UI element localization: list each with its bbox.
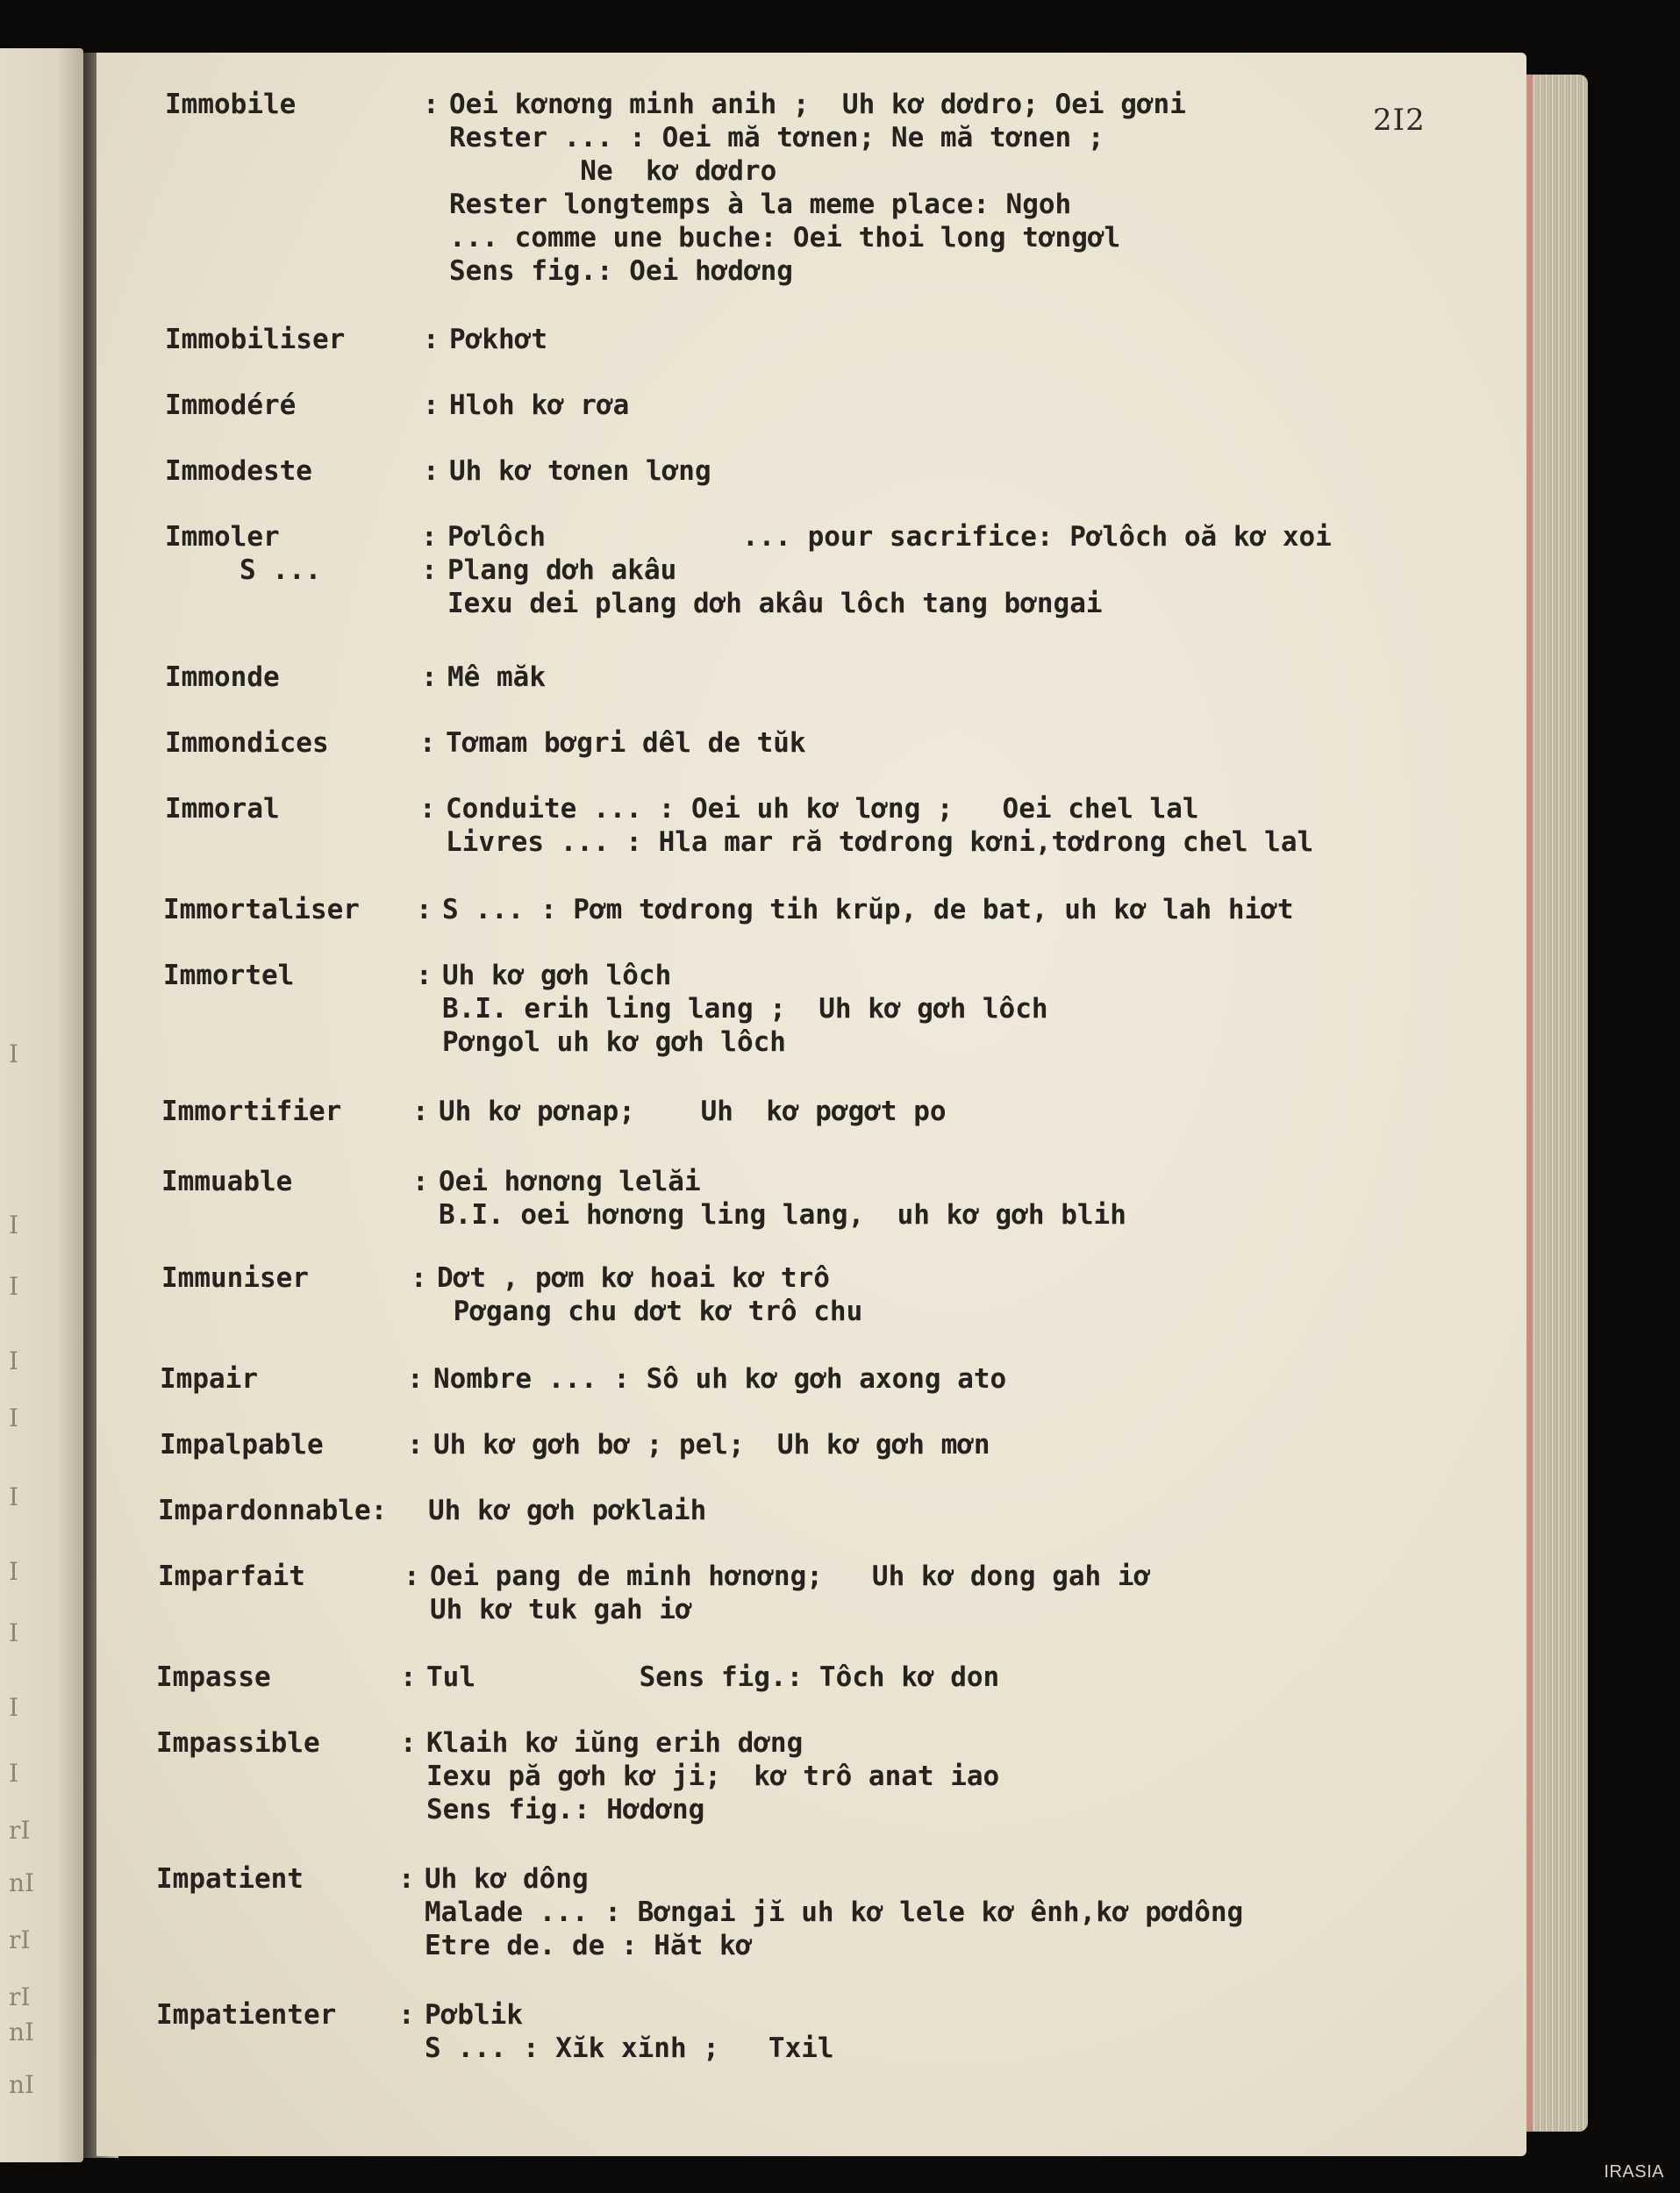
entry-colon: : xyxy=(416,960,433,991)
entry-colon: : xyxy=(423,324,440,355)
entry-colon: : xyxy=(423,455,440,487)
entry-headword: Impatienter xyxy=(156,1999,337,2031)
definition-line: Pơblik xyxy=(425,1999,523,2031)
entry-headword: Immoler xyxy=(165,521,280,553)
entry-headword: Immonde xyxy=(165,661,280,693)
entry-colon: : xyxy=(400,1727,417,1759)
definition-line: Plang dơh akâu xyxy=(447,554,677,586)
definition-line: B.I. oei hơnơng ling lang, uh kơ gơh blih xyxy=(439,1199,1126,1231)
entry-headword: Immortel xyxy=(163,960,295,991)
entry-definition xyxy=(449,389,629,422)
definition-line: Mê măk xyxy=(447,661,546,693)
definition-line: Sens fig.: Hơdơng xyxy=(426,1794,705,1825)
definition-line: S ... : Xĭk xĭnh ; Txil xyxy=(425,2032,834,2064)
entry-headword: Imparfait xyxy=(158,1561,305,1592)
entry-headword: Immobiliser xyxy=(165,324,346,355)
entry-definition xyxy=(428,1494,706,1527)
definition-line: Pơkhơt xyxy=(449,324,547,355)
entry-definition xyxy=(449,454,711,488)
left-page-mark: nI xyxy=(9,1868,35,1897)
entry-colon: : xyxy=(421,661,438,693)
definition-line: Pơlôch ... pour sacrifice: Pơlôch oă kơ xoi xyxy=(447,521,1332,553)
definition-line: Pơgang chu dơt kơ trô chu xyxy=(437,1296,863,1327)
definition-line: Malade ... : Bơngai jĭ uh kơ lele kơ ênh,kơ pơdông xyxy=(425,1897,1244,1928)
definition-line: Etre de. de : Hăt kơ xyxy=(425,1930,753,1961)
entry-definition xyxy=(447,661,546,694)
definition-line: Hloh kơ rơa xyxy=(449,389,630,421)
entry-colon: : xyxy=(404,1561,420,1592)
definition-line: Tơmam bơgri dêl de tŭk xyxy=(446,727,806,759)
page-number: 2I2 xyxy=(1373,103,1426,138)
definition-line: B.I. erih ling lang ; Uh kơ gơh lôch xyxy=(442,993,1048,1025)
entry-colon: : xyxy=(419,793,436,825)
left-page-mark: rI xyxy=(9,1982,31,2011)
definition-line: Tul Sens fig.: Tôch kơ don xyxy=(426,1661,1000,1693)
dictionary-page xyxy=(97,53,1526,2156)
left-page-mark: rI xyxy=(9,1816,31,1845)
definition-line: Oei hơnơng lelăi xyxy=(439,1166,701,1197)
entry-headword: Impatient xyxy=(156,1863,304,1895)
entry-colon: : xyxy=(407,1363,424,1395)
entry-definition xyxy=(433,1428,990,1461)
left-page-mark: I xyxy=(9,1693,19,1722)
left-page-mark: I xyxy=(9,1211,19,1239)
entry-colon: : xyxy=(421,521,438,553)
entry-colon: : xyxy=(423,89,440,120)
left-page-mark: I xyxy=(9,1557,19,1586)
entry-headword: Impardonnable: xyxy=(158,1495,388,1526)
entry-headword: Impair xyxy=(160,1363,258,1395)
watermark: IRASIA xyxy=(1604,2162,1664,2182)
entry-colon: : xyxy=(412,1096,429,1127)
entry-definition xyxy=(439,1095,947,1128)
entry-definition xyxy=(425,1862,1243,1962)
entry-colon: : xyxy=(400,1661,417,1693)
entry-headword: Immodéré xyxy=(165,389,297,421)
entry-headword: Immuniser xyxy=(161,1262,309,1294)
entry-definition xyxy=(426,1726,999,1826)
left-page-mark: I xyxy=(9,1347,19,1375)
entry-definition xyxy=(433,1362,1006,1396)
definition-line: Ne kơ dơdro xyxy=(449,155,777,187)
entry-headword: Immobile xyxy=(165,89,297,120)
entry-colon: : xyxy=(412,1166,429,1197)
entry-headword: Immortaliser xyxy=(163,894,360,925)
entry-colon: : xyxy=(411,1262,427,1294)
left-page-mark: rI xyxy=(9,1925,31,1954)
entry-headword: Impasse xyxy=(156,1661,271,1693)
definition-line: Livres ... : Hla mar ră tơdrong kơni,tơdrong chel lal xyxy=(446,826,1314,858)
definition-line: Dơt , pơm kơ hoai kơ trô xyxy=(437,1262,830,1294)
entry-headword: Immodeste xyxy=(165,455,312,487)
left-page-mark: I xyxy=(9,1759,19,1788)
entry-colon: : xyxy=(398,1863,415,1895)
definition-line: Oei pang de minh hơnơng; Uh kơ dong gah iơ xyxy=(430,1561,1151,1592)
definition-line: Iexu pă gơh kơ ji; kơ trô anat iao xyxy=(426,1761,1000,1792)
definition-line: Uh kơ pơnap; Uh kơ pơgơt po xyxy=(439,1096,947,1127)
entry-definition xyxy=(446,726,806,760)
entry-headword: Impassible xyxy=(156,1727,320,1759)
definition-line: Pơngol uh kơ gơh lôch xyxy=(442,1026,786,1058)
entry-definition xyxy=(447,520,1332,620)
definition-line: Uh kơ tơnen lơng xyxy=(449,455,711,487)
entry-definition xyxy=(442,893,1294,926)
definition-line: Sens fig.: Oei hơdơng xyxy=(449,255,793,287)
entry-colon: : xyxy=(419,727,436,759)
definition-line: Uh kơ gơh lôch xyxy=(442,960,672,991)
left-page-mark: nI xyxy=(9,2070,35,2099)
definition-line: Uh kơ gơh pơklaih xyxy=(428,1495,707,1526)
entry-headword: Immoral xyxy=(165,793,280,825)
entry-headword: Impalpable xyxy=(160,1429,324,1461)
entry-definition xyxy=(437,1261,862,1328)
definition-line: S ... : Pơm tơdrong tih krŭp, de bat, uh kơ lah hiơt xyxy=(442,894,1294,925)
entry-definition xyxy=(425,1998,834,2065)
definition-line: Iexu dei plang dơh akâu lôch tang bơngai xyxy=(447,588,1103,619)
entry-definition xyxy=(449,323,547,356)
left-page-mark: nI xyxy=(9,2018,35,2047)
definition-line: Uh kơ dông xyxy=(425,1863,589,1895)
definition-line: Nombre ... : Sô uh kơ gơh axong ato xyxy=(433,1363,1007,1395)
entry-subheadword: S ... xyxy=(239,554,322,586)
entry-headword: Immuable xyxy=(161,1166,293,1197)
entry-definition xyxy=(439,1165,1126,1232)
entry-definition xyxy=(430,1560,1150,1626)
left-page-mark: I xyxy=(9,1272,19,1301)
definition-line: Conduite ... : Oei uh kơ lơng ; Oei chel lal xyxy=(446,793,1199,825)
definition-line: Klaih kơ iŭng erih dơng xyxy=(426,1727,804,1759)
entry-headword: Immondices xyxy=(165,727,329,759)
entry-definition xyxy=(442,959,1048,1059)
left-page-mark: I xyxy=(9,1404,19,1432)
entry-colon: : xyxy=(407,1429,424,1461)
left-page-mark: I xyxy=(9,1482,19,1511)
entry-colon: : xyxy=(421,554,438,586)
entry-colon: : xyxy=(416,894,433,925)
entry-colon: : xyxy=(423,389,440,421)
left-page-mark: I xyxy=(9,1039,19,1068)
definition-line: Rester longtemps à la meme place: Ngoh xyxy=(449,189,1072,220)
entry-colon: : xyxy=(398,1999,415,2031)
definition-line: Uh kơ tuk gah iơ xyxy=(430,1594,692,1625)
entry-headword: Immortifier xyxy=(161,1096,342,1127)
entry-definition xyxy=(449,88,1186,288)
definition-line: Rester ... : Oei mă tơnen; Ne mă tơnen ; xyxy=(449,122,1105,154)
definition-line: Oei kơnơng minh anih ; Uh kơ dơdro; Oei gơni xyxy=(449,89,1186,120)
entry-definition xyxy=(446,792,1313,859)
left-page-mark: I xyxy=(9,1618,19,1647)
definition-line: ... comme une buche: Oei thoi long tơngơl xyxy=(449,222,1121,254)
definition-line: Uh kơ gơh bơ ; pel; Uh kơ gơh mơn xyxy=(433,1429,990,1461)
previous-page-edge xyxy=(0,48,83,2162)
entry-definition xyxy=(426,1661,999,1694)
